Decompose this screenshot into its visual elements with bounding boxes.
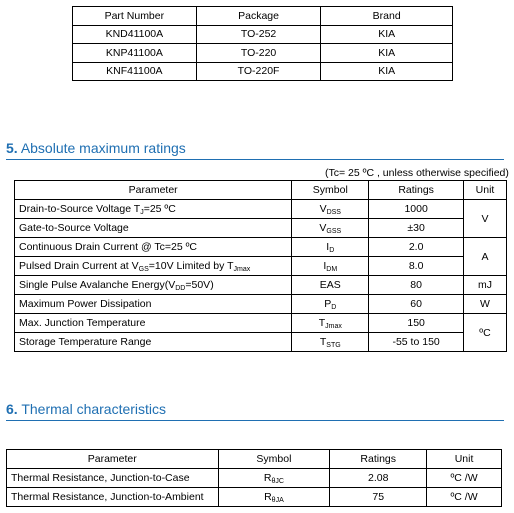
parameter	[15, 200, 292, 219]
table-row	[73, 62, 453, 81]
section-6-rule	[6, 420, 504, 421]
unit: A	[464, 238, 507, 276]
rating: 60	[369, 295, 464, 314]
table-row	[15, 295, 507, 314]
sym-sub: STG	[326, 341, 341, 349]
header-unit: Unit	[427, 450, 502, 469]
table-row	[73, 44, 453, 63]
rating: 2.08	[330, 469, 427, 488]
header-package: Package	[196, 7, 321, 26]
sym-sub: θJA	[271, 496, 284, 504]
rating: -55 to 150	[369, 333, 464, 352]
section-5-rule	[6, 159, 504, 160]
table-row	[15, 314, 507, 333]
table-row	[15, 276, 507, 295]
symbol	[218, 469, 330, 488]
header-symbol: Symbol	[292, 181, 369, 200]
symbol	[292, 257, 369, 276]
unit: W	[464, 295, 507, 314]
table-header-row	[15, 181, 507, 200]
rating: 2.0	[369, 238, 464, 257]
rating: 8.0	[369, 257, 464, 276]
param-sub: J	[140, 208, 144, 216]
param-text: Pulsed Drain Current at V	[19, 259, 139, 272]
parameter: Thermal Resistance, Junction-to-Case	[7, 469, 219, 488]
package: TO-252	[196, 25, 321, 44]
sym-sub: θJC	[271, 477, 284, 485]
header-brand: Brand	[321, 7, 453, 26]
sym-text: V	[319, 221, 327, 234]
sym-sub: D	[329, 246, 335, 254]
unit: ºC /W	[427, 488, 502, 507]
sym-text: T	[318, 316, 326, 329]
part-number: KNP41100A	[73, 44, 197, 63]
table-row	[7, 488, 502, 507]
param-text: Drain-to-Source Voltage T	[19, 202, 141, 215]
sym-text: I	[326, 240, 330, 253]
param-sub: GS	[138, 265, 149, 273]
absolute-ratings-table	[14, 180, 507, 352]
symbol	[218, 488, 330, 507]
parameter	[15, 276, 292, 295]
symbol	[292, 219, 369, 238]
param-sub: DD	[175, 284, 186, 292]
header-symbol: Symbol	[218, 450, 330, 469]
package-table	[72, 6, 453, 81]
sym-sub: DM	[326, 265, 338, 273]
unit: ºC /W	[427, 469, 502, 488]
table-row	[15, 200, 507, 219]
parameter: Maximum Power Dissipation	[15, 295, 292, 314]
part-number: KNF41100A	[73, 62, 197, 81]
section-number: 6.	[6, 401, 18, 417]
parameter: Thermal Resistance, Junction-to-Ambient	[7, 488, 219, 507]
sym-text: R	[264, 490, 272, 503]
symbol: EAS	[292, 276, 369, 295]
header-parameter: Parameter	[7, 450, 219, 469]
rating: 1000	[369, 200, 464, 219]
sym-text: V	[319, 202, 327, 215]
sym-text: T	[319, 335, 327, 348]
parameter: Max. Junction Temperature	[15, 314, 292, 333]
table-row	[15, 333, 507, 352]
sym-sub: D	[331, 303, 337, 311]
sym-sub: GSS	[326, 227, 342, 235]
parameter: Continuous Drain Current @ Tc=25 ºC	[15, 238, 292, 257]
header-ratings: Ratings	[369, 181, 464, 200]
param-text: Single Pulse Avalanche Energy(V	[19, 278, 176, 291]
table-header-row	[73, 7, 453, 26]
section-6-heading	[6, 401, 166, 417]
condition-note: (Tc= 25 ºC , unless otherwise specified)	[325, 167, 509, 179]
section-5-heading	[6, 140, 186, 156]
table-header-row	[7, 450, 502, 469]
header-unit: Unit	[464, 181, 507, 200]
header-ratings: Ratings	[330, 450, 427, 469]
symbol	[292, 200, 369, 219]
symbol	[292, 333, 369, 352]
param-tail: =25 ºC	[143, 202, 176, 215]
parameter: Gate-to-Source Voltage	[15, 219, 292, 238]
table-row	[73, 25, 453, 44]
param-tail: =10V Limited by T	[148, 259, 234, 272]
unit: V	[464, 200, 507, 238]
unit: ºC	[464, 314, 507, 352]
brand: KIA	[321, 62, 453, 81]
sym-text: R	[263, 471, 272, 484]
part-number: KND41100A	[73, 25, 197, 44]
rating: 75	[330, 488, 427, 507]
rating: 80	[369, 276, 464, 295]
header-part-number: Part Number	[73, 7, 197, 26]
package: TO-220F	[196, 62, 321, 81]
sym-text: I	[323, 259, 327, 272]
sym-text: P	[324, 297, 332, 310]
parameter: Storage Temperature Range	[15, 333, 292, 352]
section-title: Thermal characteristics	[21, 401, 167, 417]
brand: KIA	[321, 44, 453, 63]
section-title: Absolute maximum ratings	[20, 140, 186, 156]
unit: mJ	[464, 276, 507, 295]
symbol	[292, 295, 369, 314]
table-row	[15, 257, 507, 276]
parameter	[15, 257, 292, 276]
param-sub: Jmax	[233, 265, 251, 273]
table-row	[15, 219, 507, 238]
param-tail: =50V)	[185, 278, 214, 291]
sym-sub: Jmax	[325, 322, 342, 330]
header-parameter: Parameter	[15, 181, 292, 200]
table-row	[7, 469, 502, 488]
rating: ±30	[369, 219, 464, 238]
brand: KIA	[321, 25, 453, 44]
section-number: 5.	[6, 140, 18, 156]
thermal-table	[6, 449, 502, 507]
package: TO-220	[196, 44, 321, 63]
symbol	[292, 238, 369, 257]
symbol	[292, 314, 369, 333]
sym-sub: DSS	[326, 208, 341, 216]
table-row	[15, 238, 507, 257]
rating: 150	[369, 314, 464, 333]
